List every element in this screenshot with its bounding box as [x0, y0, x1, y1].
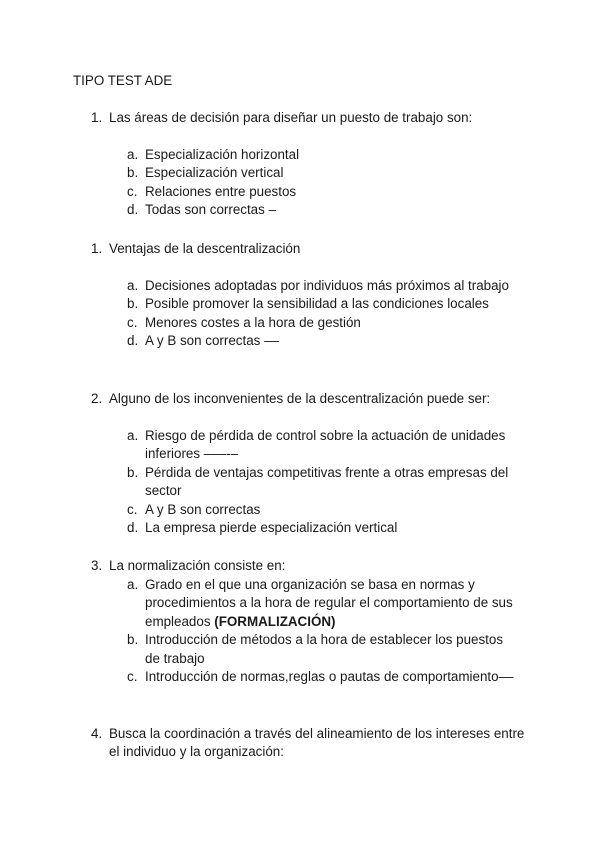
option-letter: c. [127, 314, 138, 330]
document-title: TIPO TEST ADE [73, 73, 173, 88]
option-letter: d. [127, 333, 139, 349]
option-item [127, 631, 517, 668]
question-4 [91, 557, 531, 575]
option-item [127, 519, 517, 537]
option-letter: c. [127, 501, 138, 517]
options-list-3 [127, 427, 517, 537]
option-letter: b. [127, 296, 139, 312]
option-item [127, 332, 517, 350]
question-3 [91, 390, 531, 408]
option-letter: b. [127, 632, 139, 648]
option-item [127, 201, 517, 219]
question-number: 1. [91, 110, 103, 125]
option-text: Introducción de métodos a la hora de establecer los puestos de trabajo [145, 632, 504, 666]
option-text: A y B son correctas [145, 501, 261, 517]
option-text: Relaciones entre puestos [145, 183, 297, 199]
options-list-1 [127, 146, 517, 220]
question-1 [91, 109, 531, 127]
option-text: Introducción de normas,reglas o pautas de comportamiento–– [145, 669, 514, 685]
option-item [127, 464, 517, 501]
option-letter: c. [127, 669, 138, 685]
option-item [127, 277, 517, 295]
question-text: Busca la coordinación a través del alineamiento de los intereses entre el individuo y la organización: [109, 726, 525, 760]
question-2 [91, 240, 531, 258]
question-number: 3. [91, 558, 103, 573]
question-text: Las áreas de decisión para diseñar un puesto de trabajo son: [109, 110, 473, 125]
option-text: Todas son correctas – [145, 202, 276, 218]
option-item [127, 668, 517, 686]
question-text: Ventajas de la descentralización [109, 241, 301, 256]
question-text: Alguno de los inconvenientes de la descentralización puede ser: [109, 391, 491, 406]
option-text: La empresa pierde especialización vertical [145, 520, 398, 536]
option-item [127, 576, 517, 631]
option-text: Posible promover la sensibilidad a las condiciones locales [145, 296, 489, 312]
option-text-main: Grado en el que una organización se basa en normas y procedimientos a la hora de regular el comportamiento de sus empleados [145, 577, 513, 629]
option-text: Decisiones adoptadas por individuos más próximos al trabajo [145, 278, 509, 293]
option-text: A y B son correctas –– [145, 333, 279, 349]
option-text [145, 577, 513, 629]
option-item [127, 314, 517, 332]
option-item [127, 183, 517, 201]
option-emphasis: (FORMALIZACIÓN) [214, 613, 336, 629]
options-list-2 [127, 277, 517, 351]
option-letter: a. [127, 278, 139, 293]
option-letter: a. [127, 147, 139, 162]
option-letter: a. [127, 577, 139, 592]
option-text: Riesgo de pérdida de control sobre la actuación de unidades inferiores –––-– [145, 428, 506, 462]
option-item [127, 501, 517, 519]
question-number: 4. [91, 726, 103, 741]
option-text: Especialización vertical [145, 165, 284, 181]
option-letter: b. [127, 165, 139, 181]
option-item [127, 295, 517, 313]
option-letter: c. [127, 183, 138, 199]
option-letter: b. [127, 464, 139, 480]
option-item [127, 164, 517, 182]
option-letter: d. [127, 520, 139, 536]
question-5 [91, 725, 531, 762]
option-text: Especialización horizontal [145, 147, 300, 162]
option-text: Pérdida de ventajas competitivas frente a otras empresas del sector [145, 464, 509, 499]
option-text: Menores costes a la hora de gestión [145, 314, 361, 330]
option-item [127, 427, 517, 464]
option-item [127, 146, 517, 164]
question-number: 1. [91, 241, 103, 256]
question-text: La normalización consiste en: [109, 558, 286, 573]
option-letter: a. [127, 428, 139, 443]
question-number: 2. [91, 391, 103, 406]
option-letter: d. [127, 202, 139, 218]
options-list-4 [127, 576, 517, 686]
